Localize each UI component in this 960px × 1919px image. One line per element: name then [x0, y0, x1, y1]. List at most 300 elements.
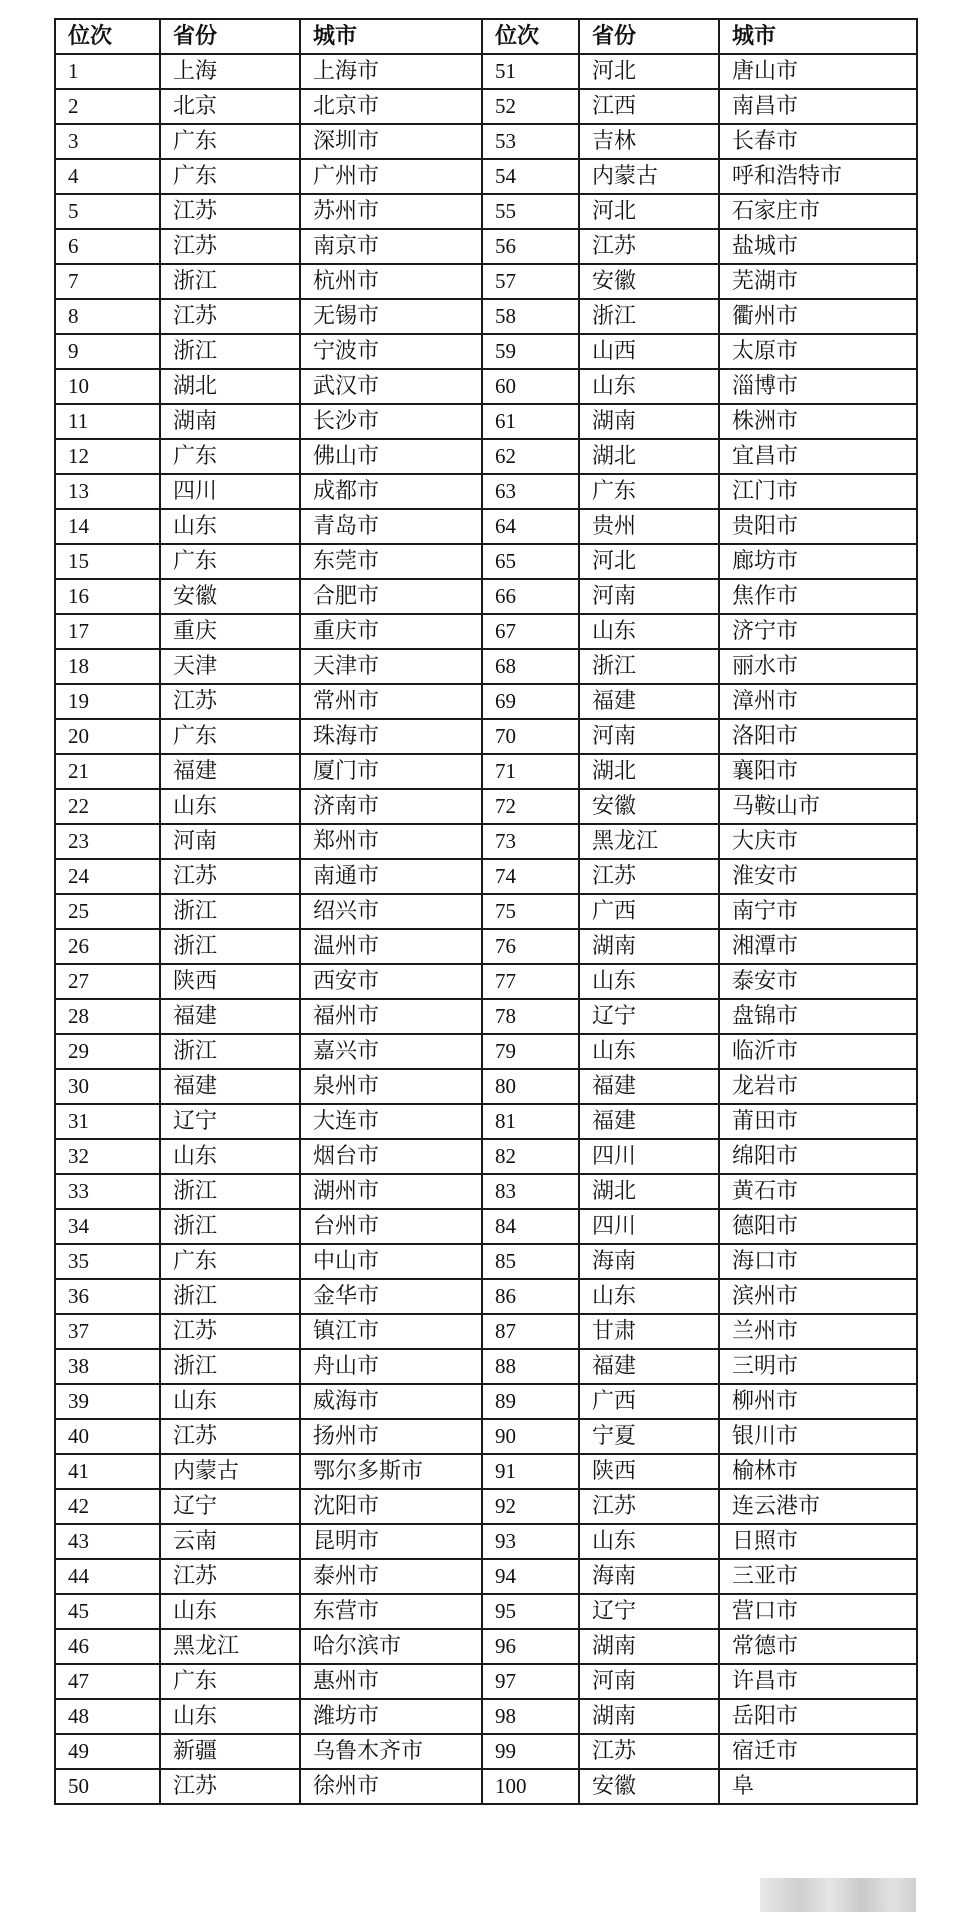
cell-city-left: 深圳市	[300, 124, 482, 159]
table-row	[55, 1594, 917, 1629]
cell-city-right: 湘潭市	[719, 929, 917, 964]
table-row	[55, 334, 917, 369]
cell-province-right: 江苏	[579, 1734, 719, 1769]
cell-city-left: 扬州市	[300, 1419, 482, 1454]
cell-rank-left: 19	[55, 684, 160, 719]
table-row	[55, 1349, 917, 1384]
cell-city-right: 江门市	[719, 474, 917, 509]
table-row	[55, 1769, 917, 1804]
cell-city-right: 营口市	[719, 1594, 917, 1629]
cell-province-right: 江苏	[579, 859, 719, 894]
cell-rank-right: 81	[482, 1104, 579, 1139]
cell-province-left: 江苏	[160, 229, 300, 264]
table-row	[55, 1454, 917, 1489]
cell-city-right: 马鞍山市	[719, 789, 917, 824]
header-row	[55, 19, 917, 54]
cell-province-right: 湖南	[579, 1629, 719, 1664]
cell-rank-right: 65	[482, 544, 579, 579]
cell-rank-right: 52	[482, 89, 579, 124]
table-row	[55, 1104, 917, 1139]
cell-province-right: 湖南	[579, 1699, 719, 1734]
cell-province-left: 山东	[160, 789, 300, 824]
cell-rank-right: 60	[482, 369, 579, 404]
table-row	[55, 1629, 917, 1664]
cell-province-left: 黑龙江	[160, 1629, 300, 1664]
cell-rank-right: 78	[482, 999, 579, 1034]
cell-city-left: 武汉市	[300, 369, 482, 404]
cell-province-left: 浙江	[160, 264, 300, 299]
table-row	[55, 824, 917, 859]
cell-province-right: 广西	[579, 1384, 719, 1419]
cell-city-right: 大庆市	[719, 824, 917, 859]
cell-rank-right: 90	[482, 1419, 579, 1454]
table-row	[55, 124, 917, 159]
cell-rank-left: 43	[55, 1524, 160, 1559]
cell-rank-left: 12	[55, 439, 160, 474]
cell-rank-right: 66	[482, 579, 579, 614]
cell-province-right: 山东	[579, 369, 719, 404]
table-row	[55, 1069, 917, 1104]
cell-province-left: 浙江	[160, 894, 300, 929]
cell-city-right: 绵阳市	[719, 1139, 917, 1174]
cell-province-right: 山东	[579, 964, 719, 999]
cell-rank-left: 11	[55, 404, 160, 439]
cell-rank-left: 33	[55, 1174, 160, 1209]
cell-city-left: 泰州市	[300, 1559, 482, 1594]
table-row	[55, 544, 917, 579]
cell-city-right: 临沂市	[719, 1034, 917, 1069]
cell-city-left: 珠海市	[300, 719, 482, 754]
cell-province-left: 辽宁	[160, 1489, 300, 1524]
header-rank-left: 位次	[55, 19, 160, 54]
cell-province-left: 江苏	[160, 299, 300, 334]
cell-city-right: 漳州市	[719, 684, 917, 719]
cell-province-left: 江苏	[160, 194, 300, 229]
cell-province-right: 广东	[579, 474, 719, 509]
cell-rank-right: 94	[482, 1559, 579, 1594]
table-row	[55, 649, 917, 684]
cell-rank-right: 74	[482, 859, 579, 894]
cell-province-right: 吉林	[579, 124, 719, 159]
cell-city-left: 鄂尔多斯市	[300, 1454, 482, 1489]
cell-rank-left: 35	[55, 1244, 160, 1279]
cell-rank-left: 20	[55, 719, 160, 754]
cell-rank-right: 58	[482, 299, 579, 334]
cell-province-right: 海南	[579, 1244, 719, 1279]
cell-rank-right: 64	[482, 509, 579, 544]
table-row	[55, 789, 917, 824]
table-row	[55, 1244, 917, 1279]
cell-province-left: 山东	[160, 1139, 300, 1174]
cell-rank-right: 76	[482, 929, 579, 964]
cell-province-left: 广东	[160, 719, 300, 754]
cell-city-right: 黄石市	[719, 1174, 917, 1209]
table-row	[55, 1559, 917, 1594]
table-row	[55, 229, 917, 264]
cell-province-right: 山东	[579, 1034, 719, 1069]
cell-province-left: 新疆	[160, 1734, 300, 1769]
cell-city-left: 金华市	[300, 1279, 482, 1314]
table-row	[55, 754, 917, 789]
cell-province-left: 广东	[160, 439, 300, 474]
table-row	[55, 579, 917, 614]
cell-city-left: 烟台市	[300, 1139, 482, 1174]
cell-province-left: 江苏	[160, 1559, 300, 1594]
cell-city-left: 威海市	[300, 1384, 482, 1419]
cell-rank-right: 68	[482, 649, 579, 684]
cell-rank-left: 23	[55, 824, 160, 859]
cell-province-right: 山东	[579, 1524, 719, 1559]
cell-city-right: 宿迁市	[719, 1734, 917, 1769]
table-row	[55, 439, 917, 474]
cell-city-right: 海口市	[719, 1244, 917, 1279]
cell-city-left: 徐州市	[300, 1769, 482, 1804]
cell-province-right: 湖南	[579, 929, 719, 964]
cell-city-left: 佛山市	[300, 439, 482, 474]
cell-city-left: 中山市	[300, 1244, 482, 1279]
cell-city-right: 宜昌市	[719, 439, 917, 474]
cell-province-left: 浙江	[160, 1209, 300, 1244]
cell-city-left: 天津市	[300, 649, 482, 684]
cell-rank-left: 37	[55, 1314, 160, 1349]
cell-rank-left: 30	[55, 1069, 160, 1104]
cell-province-left: 天津	[160, 649, 300, 684]
cell-province-right: 辽宁	[579, 999, 719, 1034]
cell-province-left: 浙江	[160, 1279, 300, 1314]
cell-city-left: 无锡市	[300, 299, 482, 334]
cell-province-right: 湖北	[579, 754, 719, 789]
cell-rank-right: 69	[482, 684, 579, 719]
cell-province-left: 江苏	[160, 684, 300, 719]
cell-rank-right: 75	[482, 894, 579, 929]
cell-province-left: 上海	[160, 54, 300, 89]
cell-rank-left: 24	[55, 859, 160, 894]
table-row	[55, 89, 917, 124]
watermark-blur	[760, 1878, 916, 1912]
cell-rank-left: 6	[55, 229, 160, 264]
table-row	[55, 404, 917, 439]
cell-city-right: 德阳市	[719, 1209, 917, 1244]
cell-city-left: 潍坊市	[300, 1699, 482, 1734]
cell-province-left: 辽宁	[160, 1104, 300, 1139]
cell-rank-left: 22	[55, 789, 160, 824]
cell-city-right: 柳州市	[719, 1384, 917, 1419]
header-province-right: 省份	[579, 19, 719, 54]
cell-province-right: 甘肃	[579, 1314, 719, 1349]
cell-province-left: 广东	[160, 159, 300, 194]
table-row	[55, 894, 917, 929]
cell-province-right: 海南	[579, 1559, 719, 1594]
cell-rank-right: 70	[482, 719, 579, 754]
cell-province-right: 福建	[579, 1069, 719, 1104]
cell-rank-left: 21	[55, 754, 160, 789]
cell-city-right: 莆田市	[719, 1104, 917, 1139]
cell-city-left: 东营市	[300, 1594, 482, 1629]
cell-rank-right: 87	[482, 1314, 579, 1349]
cell-rank-left: 46	[55, 1629, 160, 1664]
cell-city-right: 丽水市	[719, 649, 917, 684]
cell-city-left: 舟山市	[300, 1349, 482, 1384]
cell-city-right: 襄阳市	[719, 754, 917, 789]
cell-province-right: 福建	[579, 1104, 719, 1139]
cell-city-right: 衢州市	[719, 299, 917, 334]
cell-province-left: 四川	[160, 474, 300, 509]
cell-city-left: 温州市	[300, 929, 482, 964]
cell-rank-right: 84	[482, 1209, 579, 1244]
cell-city-left: 苏州市	[300, 194, 482, 229]
cell-province-left: 内蒙古	[160, 1454, 300, 1489]
cell-province-left: 江苏	[160, 1769, 300, 1804]
cell-rank-left: 42	[55, 1489, 160, 1524]
cell-city-right: 兰州市	[719, 1314, 917, 1349]
cell-city-left: 嘉兴市	[300, 1034, 482, 1069]
cell-province-right: 贵州	[579, 509, 719, 544]
cell-province-left: 江苏	[160, 859, 300, 894]
cell-city-right: 连云港市	[719, 1489, 917, 1524]
cell-city-right: 南昌市	[719, 89, 917, 124]
cell-province-left: 广东	[160, 1244, 300, 1279]
cell-city-right: 长春市	[719, 124, 917, 159]
cell-city-right: 日照市	[719, 1524, 917, 1559]
cell-city-left: 镇江市	[300, 1314, 482, 1349]
cell-rank-left: 38	[55, 1349, 160, 1384]
cell-province-right: 江苏	[579, 229, 719, 264]
cell-province-left: 山东	[160, 1699, 300, 1734]
cell-city-left: 厦门市	[300, 754, 482, 789]
cell-city-left: 哈尔滨市	[300, 1629, 482, 1664]
cell-city-left: 昆明市	[300, 1524, 482, 1559]
cell-province-left: 广东	[160, 124, 300, 159]
cell-city-left: 南京市	[300, 229, 482, 264]
cell-rank-left: 48	[55, 1699, 160, 1734]
cell-city-right: 唐山市	[719, 54, 917, 89]
cell-city-left: 南通市	[300, 859, 482, 894]
cell-city-right: 贵阳市	[719, 509, 917, 544]
cell-rank-right: 86	[482, 1279, 579, 1314]
cell-rank-right: 54	[482, 159, 579, 194]
cell-rank-left: 40	[55, 1419, 160, 1454]
cell-province-right: 河南	[579, 719, 719, 754]
cell-province-right: 河南	[579, 579, 719, 614]
header-city-left: 城市	[300, 19, 482, 54]
cell-province-right: 湖南	[579, 404, 719, 439]
cell-rank-right: 56	[482, 229, 579, 264]
cell-city-right: 三明市	[719, 1349, 917, 1384]
table-row	[55, 1734, 917, 1769]
cell-city-left: 合肥市	[300, 579, 482, 614]
cell-rank-right: 62	[482, 439, 579, 474]
cell-city-right: 榆林市	[719, 1454, 917, 1489]
cell-rank-left: 16	[55, 579, 160, 614]
cell-rank-right: 100	[482, 1769, 579, 1804]
cell-province-left: 浙江	[160, 1034, 300, 1069]
cell-province-right: 四川	[579, 1139, 719, 1174]
cell-rank-right: 89	[482, 1384, 579, 1419]
table-row	[55, 684, 917, 719]
cell-province-right: 安徽	[579, 264, 719, 299]
cell-city-left: 泉州市	[300, 1069, 482, 1104]
cell-rank-right: 80	[482, 1069, 579, 1104]
table-body	[55, 54, 917, 1804]
cell-city-right: 常德市	[719, 1629, 917, 1664]
cell-rank-left: 41	[55, 1454, 160, 1489]
cell-city-left: 乌鲁木齐市	[300, 1734, 482, 1769]
cell-province-right: 河北	[579, 194, 719, 229]
cell-province-left: 云南	[160, 1524, 300, 1559]
cell-rank-left: 7	[55, 264, 160, 299]
cell-rank-right: 96	[482, 1629, 579, 1664]
cell-rank-left: 9	[55, 334, 160, 369]
cell-province-right: 辽宁	[579, 1594, 719, 1629]
cell-province-right: 河北	[579, 544, 719, 579]
cell-city-right: 淮安市	[719, 859, 917, 894]
cell-rank-right: 88	[482, 1349, 579, 1384]
cell-rank-left: 4	[55, 159, 160, 194]
cell-city-left: 沈阳市	[300, 1489, 482, 1524]
cell-province-right: 福建	[579, 1349, 719, 1384]
cell-rank-left: 47	[55, 1664, 160, 1699]
cell-province-right: 黑龙江	[579, 824, 719, 859]
cell-rank-right: 95	[482, 1594, 579, 1629]
cell-rank-right: 83	[482, 1174, 579, 1209]
cell-city-right: 银川市	[719, 1419, 917, 1454]
cell-rank-right: 82	[482, 1139, 579, 1174]
cell-city-left: 绍兴市	[300, 894, 482, 929]
cell-rank-left: 5	[55, 194, 160, 229]
cell-province-left: 陕西	[160, 964, 300, 999]
cell-city-left: 长沙市	[300, 404, 482, 439]
cell-city-left: 上海市	[300, 54, 482, 89]
cell-province-left: 广东	[160, 1664, 300, 1699]
cell-rank-left: 49	[55, 1734, 160, 1769]
cell-province-right: 宁夏	[579, 1419, 719, 1454]
cell-rank-left: 45	[55, 1594, 160, 1629]
cell-province-right: 四川	[579, 1209, 719, 1244]
table-row	[55, 1699, 917, 1734]
table-row	[55, 159, 917, 194]
table-row	[55, 929, 917, 964]
cell-city-left: 成都市	[300, 474, 482, 509]
cell-city-right: 许昌市	[719, 1664, 917, 1699]
cell-province-right: 江西	[579, 89, 719, 124]
table-row	[55, 1209, 917, 1244]
table-row	[55, 1489, 917, 1524]
cell-province-left: 湖南	[160, 404, 300, 439]
cell-province-right: 河南	[579, 1664, 719, 1699]
cell-province-right: 山东	[579, 1279, 719, 1314]
cell-province-left: 浙江	[160, 1174, 300, 1209]
cell-province-right: 浙江	[579, 649, 719, 684]
cell-rank-right: 85	[482, 1244, 579, 1279]
cell-rank-left: 17	[55, 614, 160, 649]
table-row	[55, 1419, 917, 1454]
cell-city-right: 廊坊市	[719, 544, 917, 579]
cell-rank-left: 27	[55, 964, 160, 999]
cell-city-left: 宁波市	[300, 334, 482, 369]
cell-rank-right: 57	[482, 264, 579, 299]
cell-province-right: 广西	[579, 894, 719, 929]
table-row	[55, 719, 917, 754]
cell-province-right: 湖北	[579, 439, 719, 474]
table-row	[55, 54, 917, 89]
cell-province-left: 江苏	[160, 1314, 300, 1349]
cell-city-left: 惠州市	[300, 1664, 482, 1699]
table-row	[55, 194, 917, 229]
cell-province-left: 湖北	[160, 369, 300, 404]
cell-city-right: 龙岩市	[719, 1069, 917, 1104]
cell-rank-right: 99	[482, 1734, 579, 1769]
cell-rank-right: 55	[482, 194, 579, 229]
cell-rank-left: 26	[55, 929, 160, 964]
cell-rank-left: 39	[55, 1384, 160, 1419]
table-row	[55, 1034, 917, 1069]
header-province-left: 省份	[160, 19, 300, 54]
cell-rank-right: 61	[482, 404, 579, 439]
cell-province-left: 广东	[160, 544, 300, 579]
cell-rank-left: 1	[55, 54, 160, 89]
cell-province-right: 陕西	[579, 1454, 719, 1489]
cell-city-right: 淄博市	[719, 369, 917, 404]
cell-city-right: 焦作市	[719, 579, 917, 614]
cell-rank-right: 77	[482, 964, 579, 999]
cell-city-right: 三亚市	[719, 1559, 917, 1594]
cell-city-right: 南宁市	[719, 894, 917, 929]
cell-rank-left: 32	[55, 1139, 160, 1174]
cell-rank-right: 59	[482, 334, 579, 369]
cell-rank-left: 36	[55, 1279, 160, 1314]
cell-city-right: 芜湖市	[719, 264, 917, 299]
cell-city-left: 湖州市	[300, 1174, 482, 1209]
cell-province-left: 浙江	[160, 334, 300, 369]
cell-province-left: 山东	[160, 1594, 300, 1629]
table-row	[55, 1279, 917, 1314]
city-ranking-table	[54, 18, 918, 1805]
cell-province-left: 安徽	[160, 579, 300, 614]
cell-city-left: 济南市	[300, 789, 482, 824]
table-row	[55, 1664, 917, 1699]
cell-city-right: 石家庄市	[719, 194, 917, 229]
cell-rank-left: 31	[55, 1104, 160, 1139]
cell-rank-right: 79	[482, 1034, 579, 1069]
cell-province-right: 浙江	[579, 299, 719, 334]
cell-city-right: 滨州市	[719, 1279, 917, 1314]
cell-rank-right: 71	[482, 754, 579, 789]
cell-city-left: 台州市	[300, 1209, 482, 1244]
cell-province-left: 浙江	[160, 929, 300, 964]
cell-city-right: 阜	[719, 1769, 917, 1804]
cell-city-right: 盘锦市	[719, 999, 917, 1034]
cell-rank-left: 15	[55, 544, 160, 579]
cell-rank-left: 28	[55, 999, 160, 1034]
cell-rank-right: 63	[482, 474, 579, 509]
cell-city-left: 青岛市	[300, 509, 482, 544]
table-row	[55, 1384, 917, 1419]
cell-province-left: 福建	[160, 1069, 300, 1104]
cell-province-left: 重庆	[160, 614, 300, 649]
cell-rank-left: 8	[55, 299, 160, 334]
cell-city-left: 杭州市	[300, 264, 482, 299]
cell-rank-left: 10	[55, 369, 160, 404]
cell-province-right: 安徽	[579, 789, 719, 824]
cell-province-left: 福建	[160, 999, 300, 1034]
cell-province-left: 山东	[160, 509, 300, 544]
cell-rank-left: 25	[55, 894, 160, 929]
table-row	[55, 964, 917, 999]
cell-city-left: 重庆市	[300, 614, 482, 649]
ranking-table-container	[54, 18, 916, 1805]
table-row	[55, 369, 917, 404]
table-row	[55, 264, 917, 299]
